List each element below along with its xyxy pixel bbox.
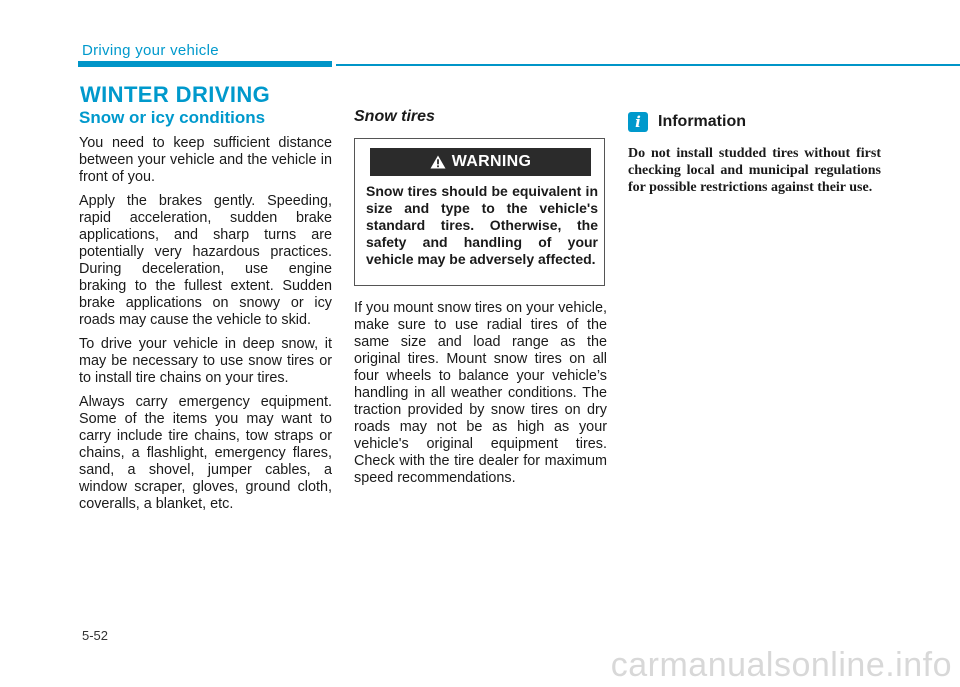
warning-label: WARNING <box>451 153 532 170</box>
warning-triangle-icon <box>430 155 446 169</box>
paragraph: To drive your vehicle in deep snow, it may be necessary to use snow tires or to install tire chains on your tires. <box>79 336 332 386</box>
information-text: Do not install studded tires without first checking local and municipal regulations for possible restrictions against their use. <box>628 146 881 195</box>
snow-tires-heading: Snow tires <box>354 108 435 125</box>
page-number: 5-52 <box>82 628 109 643</box>
paragraph: Apply the brakes gently. Speeding, rapid acceleration, sudden brake applications, and sharp turns are potentially very hazardous practices. During deceleration, use engine braking to the fullest extent. Sudden brake applications on snowy or icy roads may cause the vehicle to skid. <box>79 193 332 328</box>
warning-header <box>370 148 591 176</box>
information-header <box>628 112 881 132</box>
header-rule-thin <box>336 64 960 66</box>
column-snow-tires <box>354 108 607 494</box>
header-rule-thick <box>78 61 332 67</box>
information-title: Information <box>658 113 746 130</box>
paragraph: Always carry emergency equipment. Some of the items you may want to carry include tire chains, tow straps or chains, a flashlight, emergency flares, sand, a shovel, jumper cables, a window scraper, gloves, ground cloth, coveralls, a blanket, etc. <box>79 394 332 512</box>
column-information <box>628 112 881 196</box>
section-label: Driving your vehicle <box>82 42 219 59</box>
snow-icy-heading: Snow or icy conditions <box>79 108 266 127</box>
paragraph: You need to keep sufficient distance between your vehicle and the vehicle in front of you. <box>79 135 332 185</box>
warning-text: Snow tires should be equivalent in size and type to the vehicle's standard tires. Otherwise, the safety and handling of your vehicle may be adversely affected. <box>366 183 598 267</box>
paragraph: If you mount snow tires on your vehicle, make sure to use radial tires of the same size and load range as the original tires. Mount snow tires on all four wheels to balance your vehicle’s handling in all weather conditions. The traction provided by snow tires on dry roads may not be as high as your vehicle's original equipment tires. Check with the tire dealer for maximum speed recommendations. <box>354 300 607 486</box>
info-icon: i <box>628 112 648 132</box>
warning-box <box>354 138 605 286</box>
column-snow-icy <box>79 108 332 520</box>
watermark: carmanualsonline.info <box>610 646 952 684</box>
page-title: WINTER DRIVING <box>80 82 271 107</box>
